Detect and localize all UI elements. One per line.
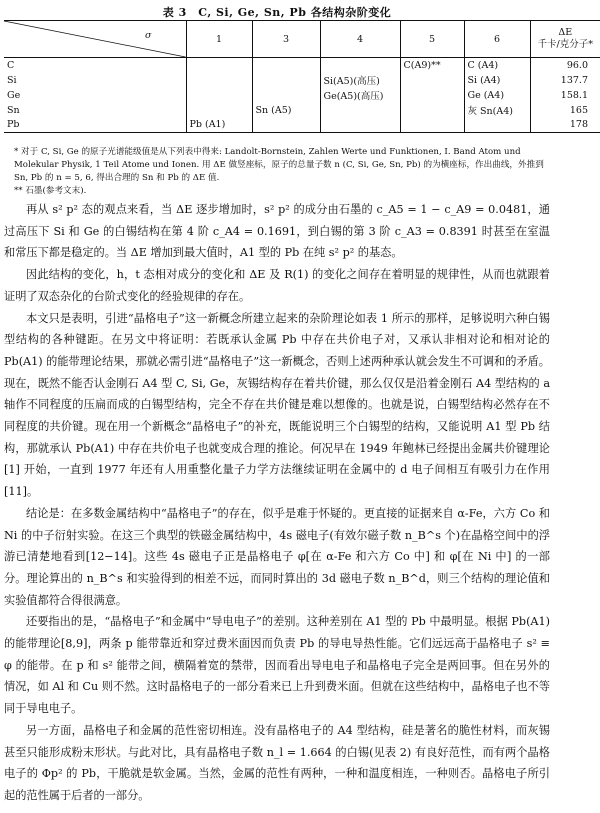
body-text xyxy=(4,199,550,807)
cell-col-1 xyxy=(186,88,252,103)
cell-col-4: Si(A5)(高压) xyxy=(320,73,400,88)
structure-table xyxy=(4,20,600,133)
cell-col-6: 灰 Sn(A4) xyxy=(464,103,530,118)
table-title: 表 3 C, Si, Ge, Sn, Pb 各结构杂阶变化 xyxy=(162,6,392,19)
column-header-3: 3 xyxy=(252,21,320,58)
cell-col-4 xyxy=(320,103,400,118)
paragraph: 本文只是表明，引进“晶格电子”这一新概念所建立起来的杂阶理论如表 1 所示的那样，足够说明六种白锡型结构的各种键距。在另文中将证明：若既承认金属 Pb 中存在共价电子对，又承认非相对论和相对论的 Pb(A1) 的能带理论结果，那就必需引进“晶格电子”这一新概念，否则上述两种承认就会发生不可调和的矛盾。现在，既然不能否认金刚石 A4 型 C, Si, Ge，灰锡结构存在着共价键，那么仅仅是沿着金刚石 A4 型结构的 a 轴作不同程度的压扁而成的白锡型结构，完全不存在共价键是难以想像的。也就是说，白锡型结构必然存在不同程度的共价键。现在用一个新概念“晶格电子”的补充，既能说明三个白锡型的结构，又能说明 A1 型 Pb 结构，那就承认 Pb(A1) 中存在共价电子也就变成合理的推论。何况早在 1949 年鲍林已经提出金属共价键理论[1] 开始，一直到 1977 年还有人用重整化量子力学方法继续证明在金属中的 d 电子间相互有吸引力在作用[11]。 xyxy=(4,311,550,499)
delta-e-header xyxy=(530,21,600,58)
cell-col-3 xyxy=(252,58,320,73)
cell-col-1: Pb (A1) xyxy=(186,118,252,133)
cell-delta-e: 137.7 xyxy=(530,73,600,88)
cell-delta-e: 165 xyxy=(530,103,600,118)
column-header-4: 4 xyxy=(320,21,400,58)
cell-delta-e: 96.0 xyxy=(530,58,600,73)
diagonal-divider xyxy=(4,21,186,57)
cell-col-6 xyxy=(464,118,530,133)
row-element: Si xyxy=(7,74,17,86)
paragraph: 结论是：在多数金属结构中“晶格电子”的存在，似乎是难于怀疑的。更直接的证据来自 α-Fe，六方 Co 和 Ni 的中子衍射实验。在这三个典型的铁磁金属结构中，4s 磁电子(有效尔磁子数 n_B^s 个)在晶格空间中的浮游已清楚地看到[12−14]。这些 4s 磁电子正是晶格电子 φ[在 α-Fe 和六方 Co 中] 和 φ[在 Ni 中] 的一部分。理论算出的 n_B^s 和实验得到的相差不远，而同时算出的 3d 磁电子数 n_B^d，则三个结构的理论值和实验值都符合得很满意。 xyxy=(4,506,550,607)
cell-col-3 xyxy=(252,118,320,133)
paragraph: 另一方面，晶格电子和金属的范性密切相连。没有晶格电子的 A4 型结构，硅是著名的脆性材料，而灰锡甚至只能形成粉末形状。与此对比，具有晶格电子数 n_l = 1.664 的白锡(见表 2) 有良好范性，而有两个晶格电子的 Φp² 的 Pb，干脆就是软金属。当然，金属的范性有两种，一种和温度相连，一种则否。晶格电子所引起的范性属于后者的一部分。 xyxy=(4,723,550,802)
cell-col-1 xyxy=(186,103,252,118)
sigma-label: σ xyxy=(145,30,152,41)
sigma-header-cell xyxy=(4,21,186,58)
cell-col-6: C (A4) xyxy=(464,58,530,73)
cell-col-5 xyxy=(400,118,464,133)
table-header-row xyxy=(4,21,600,58)
cell-col-6: Si (A4) xyxy=(464,73,530,88)
row-element: C xyxy=(7,59,15,71)
table-row xyxy=(4,103,600,118)
cell-delta-e: 178 xyxy=(530,118,600,133)
cell-col-4: Ge(A5)(高压) xyxy=(320,88,400,103)
footnote: ** 石墨(参考文末). xyxy=(14,186,87,196)
cell-col-3 xyxy=(252,88,320,103)
cell-col-1 xyxy=(186,58,252,73)
cell-col-5: C(A9)** xyxy=(400,58,464,73)
row-element: Sn xyxy=(7,104,20,116)
cell-col-5 xyxy=(400,103,464,118)
column-header-5: 5 xyxy=(400,21,464,58)
delta-e-unit: 千卡/克分子* xyxy=(537,39,593,50)
paragraph: 还要指出的是，“晶格电子”和金属中“导电电子”的差别。这种差别在 A1 型的 Pb 中最明显。根据 Pb(A1) 的能带理论[8,9]，两条 p 能带靠近和穿过费米面因而负责 Pb 的导电导热性能。它们远远高于晶格电子 s² ≡ φ 的能带。在 p 和 s² 能带之间，横隔着宽的禁带，因而看出导电电子和晶格电子完全是两回事。但在另外的情况，如 Al 和 Cu 则不然。这时晶格电子的一部分看来已上升到费米面。但就在这些结构中，晶格电子也不等同于导电电子。 xyxy=(4,615,550,716)
footnote: * 对于 C, Si, Ge 的原子光谱能级值是从下列表中得来: Landolt-Bornstein, Zahlen Werte und Funktionen, I. Band Atom und Molekular Physik, 1 Teil Atome und Ionen. 用 ΔE 做竖座标，原子的总量子数 n (C, Si, Ge, Sn, Pb) 的为横座标，作出曲线，外推到 Sn, Pb 的 n = 5, 6, 得出合理的 Sn 和 Pb 的 ΔE 值. xyxy=(14,147,544,183)
cell-delta-e: 158.1 xyxy=(530,88,600,103)
cell-col-5 xyxy=(400,73,464,88)
cell-col-3: Sn (A5) xyxy=(252,103,320,118)
table-row xyxy=(4,58,600,73)
cell-col-4 xyxy=(320,118,400,133)
cell-col-1 xyxy=(186,73,252,88)
cell-col-4 xyxy=(320,58,400,73)
table-row xyxy=(4,73,600,88)
paragraph: 因此结构的变化，h，t 态相对成分的变化和 ΔE 及 R(1) 的变化之间存在着明显的规律性，从而也就跟着证明了双态杂化的台阶式变化的经验规律的存在。 xyxy=(4,268,550,303)
table-row xyxy=(4,118,600,133)
cell-col-5 xyxy=(400,88,464,103)
row-element: Ge xyxy=(7,89,21,101)
cell-col-3 xyxy=(252,73,320,88)
table-footnotes xyxy=(14,146,544,198)
table-row xyxy=(4,88,600,103)
column-header-6: 6 xyxy=(464,21,530,58)
cell-col-6: Ge (A4) xyxy=(464,88,530,103)
column-header-1: 1 xyxy=(186,21,252,58)
delta-e-symbol: ΔE xyxy=(558,27,573,38)
row-element: Pb xyxy=(4,118,186,133)
paragraph: 再从 s² p² 态的观点来看，当 ΔE 逐步增加时，s² p² 的成分由石墨的 c_A5 = 1 − c_A9 = 0.0481，通过高压下 Si 和 Ge 的白锡结构在第 4 阶 c_A4 = 0.1691，到白锡的第 3 阶 c_A3 = 0.8391 时甚至在室温和常压下都是稳定的。当 ΔE 增加到最大值时，A1 型的 Pb 在纯 s² p² 的基态。 xyxy=(4,203,550,260)
